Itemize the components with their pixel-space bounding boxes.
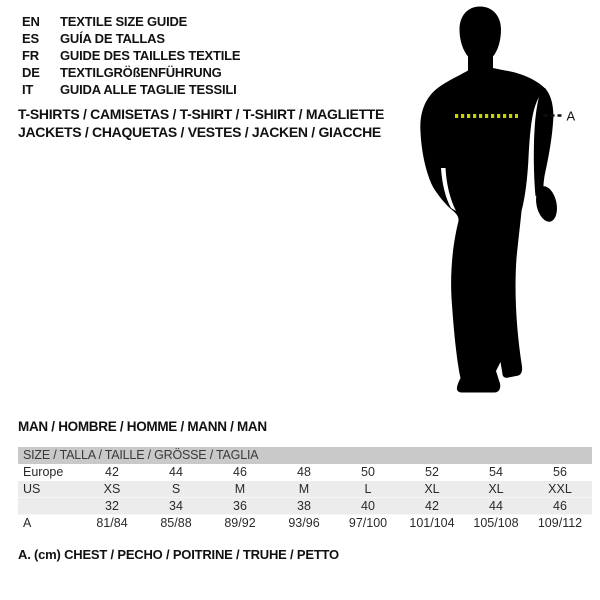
- size-cell: XS: [103, 482, 121, 496]
- size-cell: 38: [297, 499, 311, 513]
- table-row-a: [18, 515, 592, 532]
- language-code: IT: [22, 82, 34, 97]
- size-cell: 97/100: [348, 516, 388, 530]
- size-cell: XL: [424, 482, 440, 496]
- size-cell: 109/112: [537, 516, 583, 530]
- language-code: DE: [22, 65, 40, 80]
- language-row-es: [22, 30, 240, 47]
- size-cell: 40: [361, 499, 375, 513]
- size-table-header: SIZE / TALLA / TAILLE / GRÖSSE / TAGLIA: [18, 447, 592, 464]
- size-cell: 36: [233, 499, 247, 513]
- size-cell: 89/92: [224, 516, 256, 530]
- table-row: [18, 498, 592, 515]
- table-row-europe: [18, 464, 592, 481]
- table-row-us: [18, 481, 592, 498]
- size-cell: 52: [425, 465, 439, 479]
- size-table-body: [18, 464, 592, 532]
- size-cell: 93/96: [288, 516, 320, 530]
- size-cell: 44: [489, 499, 503, 513]
- size-cell: 42: [105, 465, 119, 479]
- size-cell: L: [364, 482, 372, 496]
- language-label: GUIDE DES TAILLES TEXTILE: [60, 48, 241, 63]
- size-cell: 42: [425, 499, 439, 513]
- category-line-jackets: JACKETS / CHAQUETAS / VESTES / JACKEN / GIACCHE: [18, 123, 381, 140]
- row-label: Europe: [23, 465, 64, 479]
- size-cell: 50: [361, 465, 375, 479]
- row-label: US: [23, 482, 41, 496]
- language-code: ES: [22, 31, 39, 46]
- size-cell: 85/88: [160, 516, 192, 530]
- size-cell: M: [298, 482, 310, 496]
- size-cell: XL: [488, 482, 504, 496]
- size-cell: M: [234, 482, 246, 496]
- size-cell: 46: [553, 499, 567, 513]
- size-cell: 48: [297, 465, 311, 479]
- size-table: [18, 447, 592, 532]
- category-line-tshirts: T-SHIRTS / CAMISETAS / T-SHIRT / T-SHIRT / MAGLIETTE: [18, 106, 385, 122]
- language-row-it: [22, 81, 240, 98]
- language-label: TEXTILGRÖßENFÜHRUNG: [60, 65, 222, 80]
- language-label: TEXTILE SIZE GUIDE: [60, 14, 188, 29]
- size-cell: 54: [489, 465, 503, 479]
- language-row-en: [22, 13, 240, 30]
- size-cell: 44: [169, 465, 183, 479]
- row-label: [18, 498, 80, 515]
- section-title-man: MAN / HOMBRE / HOMME / MANN / MAN: [18, 419, 267, 434]
- language-label: GUIDA ALLE TAGLIE TESSILI: [60, 82, 237, 97]
- language-label: GUÍA DE TALLAS: [60, 31, 165, 46]
- size-cell: 105/108: [473, 516, 519, 530]
- language-row-fr: [22, 47, 240, 64]
- footnote-chest: A. (cm) CHEST / PECHO / POITRINE / TRUHE / PETTO: [18, 547, 339, 562]
- size-cell: 46: [233, 465, 247, 479]
- size-cell: 56: [553, 465, 567, 479]
- measure-label-a: A: [566, 108, 576, 124]
- language-guide-list: [22, 13, 240, 98]
- silhouette-right-arm-shape: [534, 88, 554, 196]
- size-cell: 32: [105, 499, 119, 513]
- size-cell: XXL: [548, 482, 572, 496]
- language-row-de: [22, 64, 240, 81]
- man-silhouette-figure: [400, 0, 600, 400]
- size-cell: S: [171, 482, 181, 496]
- size-cell: 34: [169, 499, 183, 513]
- size-cell: 101/104: [409, 516, 455, 530]
- category-lines: [18, 106, 384, 141]
- row-label: A: [23, 516, 32, 530]
- language-code: EN: [22, 14, 40, 29]
- size-cell: 81/84: [96, 516, 128, 530]
- language-code: FR: [22, 48, 39, 63]
- silhouette-body-shape: [420, 7, 546, 393]
